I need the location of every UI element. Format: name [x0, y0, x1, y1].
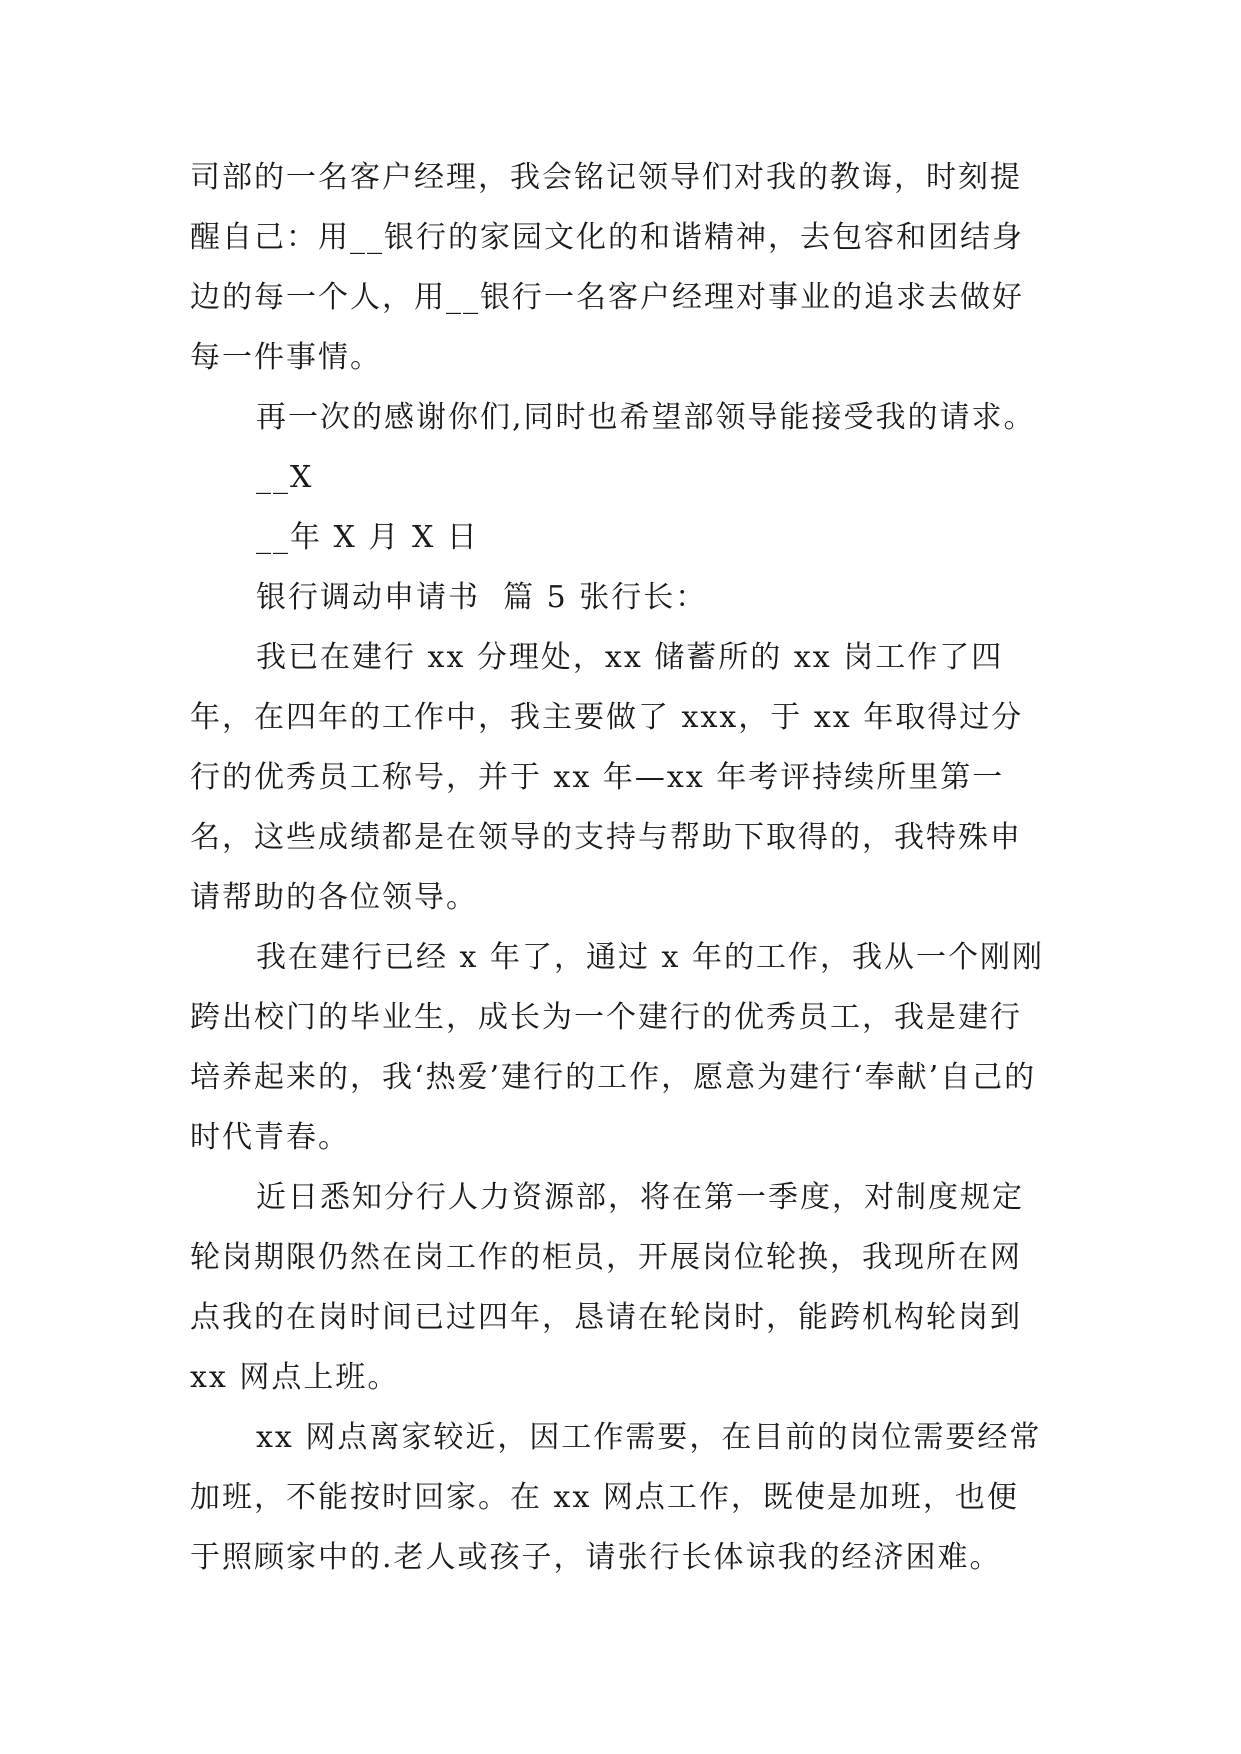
- paragraph: 司部的一名客户经理，我会铭记领导们对我的教诲，时刻提醒自己：用__银行的家园文化的和谐精神，去包容和团结身边的每一个人，用__银行一名客户经理对事业的追求去做好每一件事情。: [190, 160, 1024, 375]
- paragraph: xx 网点离家较近，因工作需要，在目前的岗位需要经常加班，不能按时回家。在 xx 网点工作，既使是加班，也便于照顾家中的.老人或孩子，请张行长体谅我的经济困难。: [190, 1420, 1042, 1575]
- paragraph: 近日悉知分行人力资源部，将在第一季度，对制度规定轮岗期限仍然在岗工作的柜员，开展岗位轮换，我现所在网点我的在岗时间已过四年，恳请在轮岗时，能跨机构轮岗到 xx 网点上班。: [190, 1180, 1034, 1395]
- paragraph: 我在建行已经 x 年了，通过 x 年的工作，我从一个刚刚跨出校门的毕业生，成长为一个建行的优秀员工，我是建行培养起来的，我‘热爱’建行的工作，愿意为建行‘奉献’自己的时代青春。: [190, 940, 1044, 1155]
- document-body: [190, 148, 1050, 1588]
- signature-name: __X: [256, 460, 314, 495]
- paragraph: 我已在建行 xx 分理处，xx 储蓄所的 xx 岗工作了四年，在四年的工作中，我主要做了 xxx，于 xx 年取得过分行的优秀员工称号，并于 xx 年—xx 年考评持续所里第一名，这些成绩都是在领导的支持与帮助下取得的，我特殊申请帮助的各位领导。: [190, 640, 1024, 915]
- paragraph: 再一次的感谢你们,同时也希望部领导能接受我的请求。: [256, 400, 1036, 435]
- signature-date: __年 X 月 X 日: [256, 520, 479, 555]
- section-heading: 银行调动申请书 篇 5 张行长：: [256, 580, 708, 615]
